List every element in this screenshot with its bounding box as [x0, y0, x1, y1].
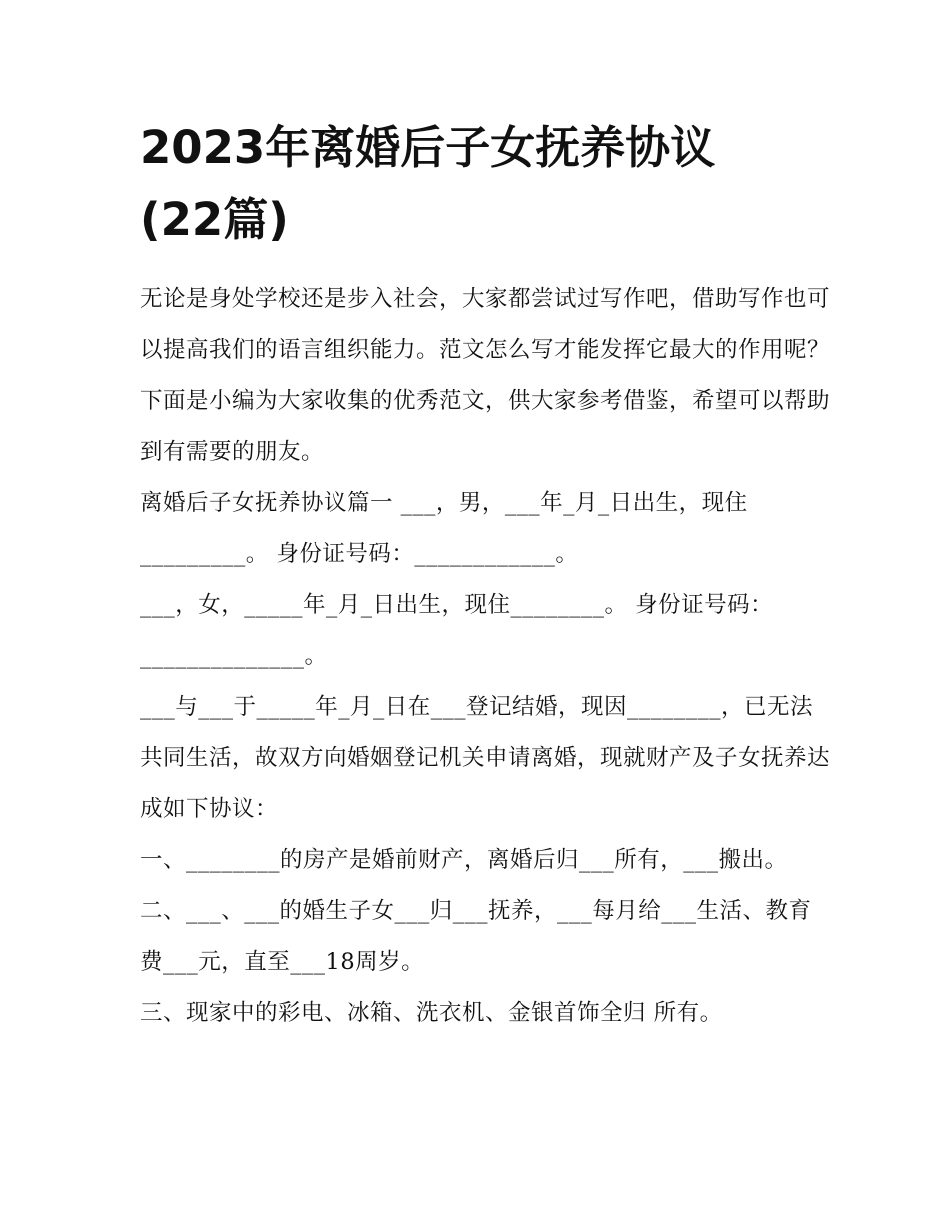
- intro-paragraph: 无论是身处学校还是步入社会，大家都尝试过写作吧，借助写作也可以提高我们的语言组织能力。范文怎么写才能发挥它最大的作用呢？下面是小编为大家收集的优秀范文，供大家参考借鉴，希望可以帮助到有需要的朋友。: [140, 286, 831, 465]
- title-line-2: (22篇): [140, 193, 289, 246]
- title-line-1: 2023年离婚后子女抚养协议: [140, 121, 716, 174]
- clause-one-paragraph: 一、________的房产是婚前财产，离婚后归___所有，___搬出。: [140, 847, 788, 873]
- document-page: [140, 112, 830, 1039]
- document-title: [140, 112, 830, 256]
- marriage-paragraph: ___与___于_____年_月_日在___登记结婚，现因________，已无法共同生活，故双方向婚姻登记机关申请离婚，现就财产及子女抚养达成如下协议：: [140, 694, 831, 822]
- party-male-paragraph: 离婚后子女抚养协议篇一 ___，男，___年_月_日出生，现住_________。 身份证号码：____________。: [140, 490, 748, 567]
- party-female-paragraph: ___，女，_____年_月_日出生，现住________。 身份证号码：______________。: [140, 592, 774, 669]
- clause-two-paragraph: 二、___、___的婚生子女___归___抚养，___每月给___生活、教育费___元，直至___18周岁。: [140, 898, 812, 975]
- clause-three-paragraph: 三、现家中的彩电、冰箱、洗衣机、金银首饰全归 所有。: [140, 1000, 723, 1026]
